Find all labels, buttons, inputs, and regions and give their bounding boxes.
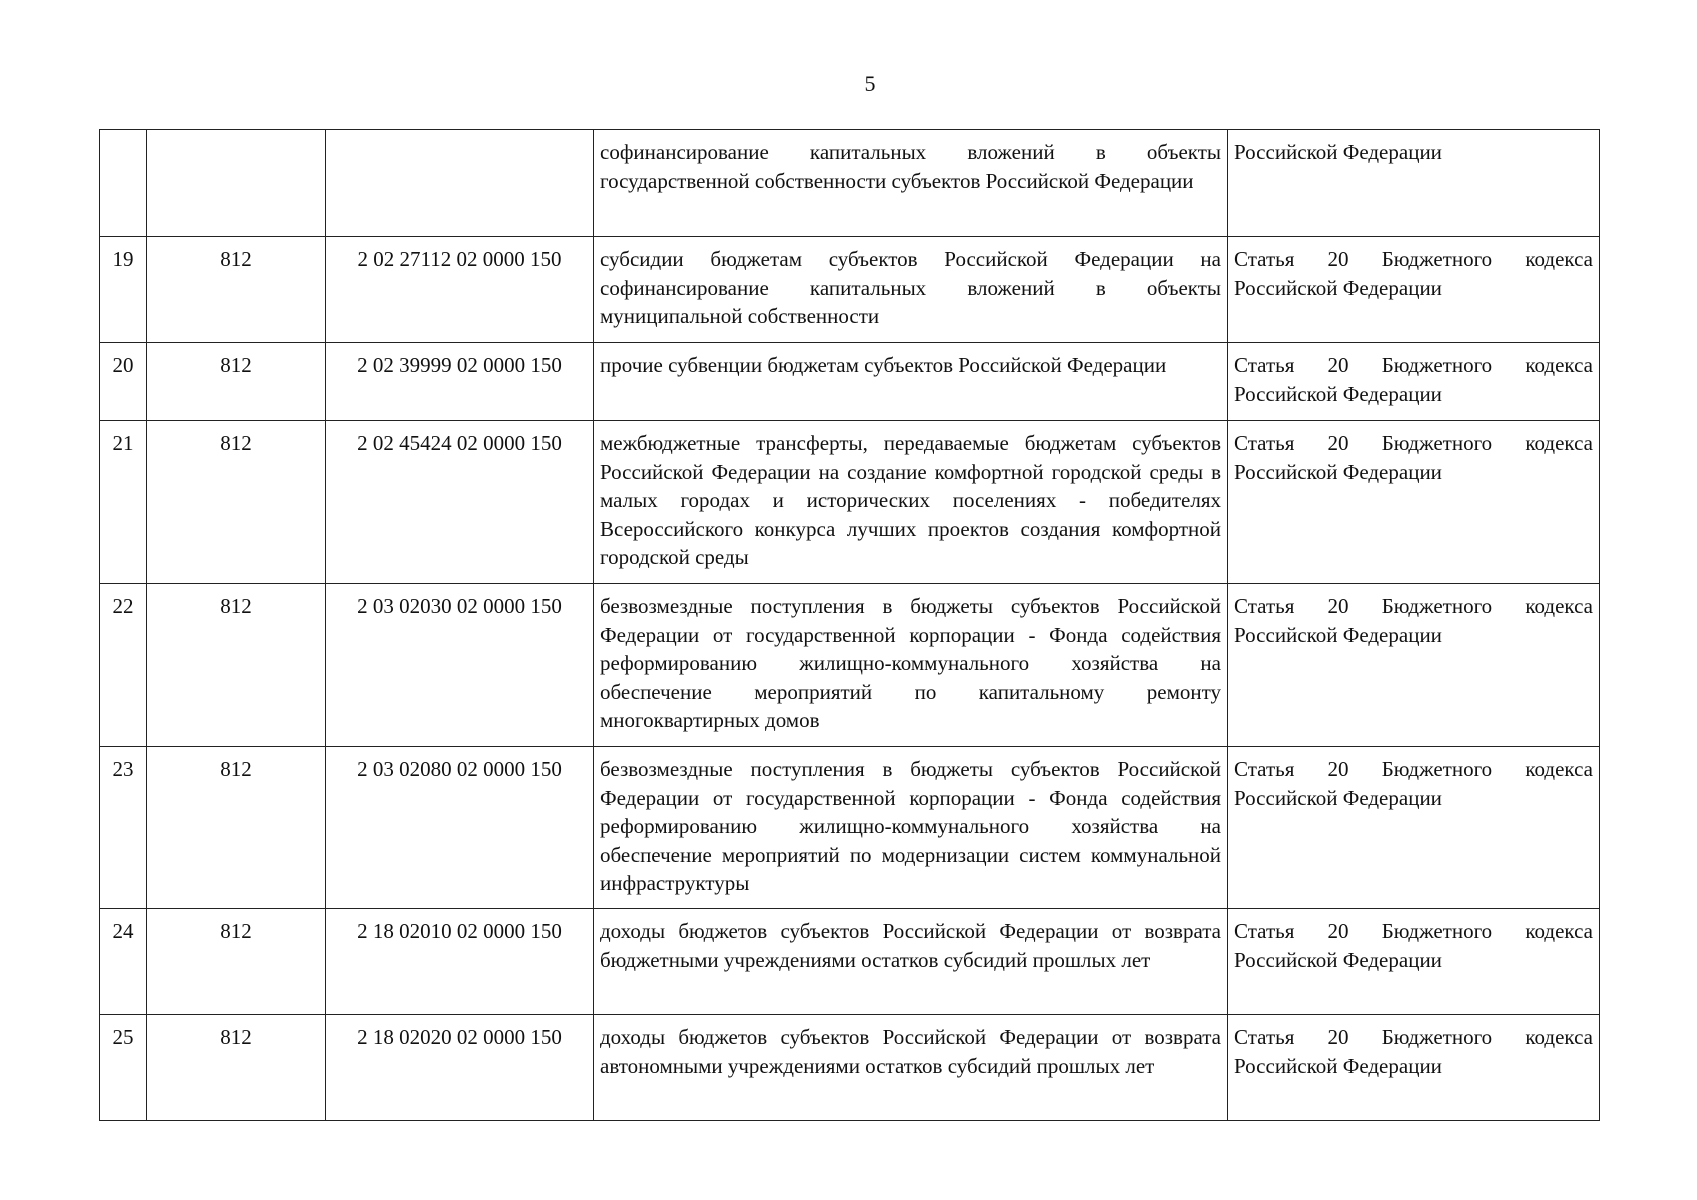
administrator-code-cell: 812	[147, 909, 326, 1015]
revenue-description-cell: безвозмездные поступления в бюджеты субъектов Российской Федерации от государственной корпорации - Фонда содействия реформированию жилищно-коммунального хозяйства на обеспечение мероприятий по капитальному ремонту многоквартирных домов	[594, 584, 1228, 747]
row-number-cell: 20	[100, 343, 147, 421]
revenue-description-cell: софинансирование капитальных вложений в объекты государственной собственности субъектов Российской Федерации	[594, 130, 1228, 237]
revenue-description-cell: доходы бюджетов субъектов Российской Федерации от возврата автономными учреждениями остатков субсидий прошлых лет	[594, 1015, 1228, 1121]
row-number-cell	[100, 130, 147, 237]
revenue-description-cell: прочие субвенции бюджетам субъектов Российской Федерации	[594, 343, 1228, 421]
revenue-code-cell: 2 18 02010 02 0000 150	[326, 909, 594, 1015]
legal-basis-cell: Статья 20 Бюджетного кодекса Российской Федерации	[1228, 1015, 1600, 1121]
administrator-code-cell: 812	[147, 237, 326, 343]
legal-basis-cell: Статья 20 Бюджетного кодекса Российской Федерации	[1228, 421, 1600, 584]
revenue-code-cell: 2 03 02080 02 0000 150	[326, 747, 594, 909]
revenue-codes-table	[99, 129, 1600, 1121]
administrator-code-cell: 812	[147, 343, 326, 421]
revenue-code-cell: 2 02 45424 02 0000 150	[326, 421, 594, 584]
administrator-code-cell: 812	[147, 747, 326, 909]
revenue-code-cell: 2 02 27112 02 0000 150	[326, 237, 594, 343]
revenue-code-cell: 2 02 39999 02 0000 150	[326, 343, 594, 421]
legal-basis-cell: Статья 20 Бюджетного кодекса Российской Федерации	[1228, 584, 1600, 747]
legal-basis-cell: Российской Федерации	[1228, 130, 1600, 237]
row-number-cell: 24	[100, 909, 147, 1015]
revenue-description-cell: доходы бюджетов субъектов Российской Федерации от возврата бюджетными учреждениями остатков субсидий прошлых лет	[594, 909, 1228, 1015]
table-row	[100, 584, 1600, 747]
table-row	[100, 237, 1600, 343]
table-row	[100, 909, 1600, 1015]
legal-basis-cell: Статья 20 Бюджетного кодекса Российской Федерации	[1228, 237, 1600, 343]
administrator-code-cell: 812	[147, 584, 326, 747]
revenue-code-cell	[326, 130, 594, 237]
legal-basis-cell: Статья 20 Бюджетного кодекса Российской Федерации	[1228, 343, 1600, 421]
table-row	[100, 130, 1600, 237]
row-number-cell: 25	[100, 1015, 147, 1121]
administrator-code-cell	[147, 130, 326, 237]
administrator-code-cell: 812	[147, 421, 326, 584]
revenue-description-cell: субсидии бюджетам субъектов Российской Федерации на софинансирование капитальных вложений в объекты муниципальной собственности	[594, 237, 1228, 343]
table-row	[100, 1015, 1600, 1121]
table-row	[100, 343, 1600, 421]
page-number: 5	[864, 71, 876, 96]
table-row	[100, 421, 1600, 584]
revenue-description-cell: межбюджетные трансферты, передаваемые бюджетам субъектов Российской Федерации на создание комфортной городской среды в малых городах и исторических поселениях - победителях Всероссийского конкурса лучших проектов создания комфортной городской среды	[594, 421, 1228, 584]
table-row	[100, 747, 1600, 909]
revenue-description-cell: безвозмездные поступления в бюджеты субъектов Российской Федерации от государственной корпорации - Фонда содействия реформированию жилищно-коммунального хозяйства на обеспечение мероприятий по модернизации систем коммунальной инфраструктуры	[594, 747, 1228, 909]
legal-basis-cell: Статья 20 Бюджетного кодекса Российской Федерации	[1228, 909, 1600, 1015]
revenue-code-cell: 2 18 02020 02 0000 150	[326, 1015, 594, 1121]
row-number-cell: 21	[100, 421, 147, 584]
row-number-cell: 23	[100, 747, 147, 909]
row-number-cell: 19	[100, 237, 147, 343]
revenue-code-cell: 2 03 02030 02 0000 150	[326, 584, 594, 747]
administrator-code-cell: 812	[147, 1015, 326, 1121]
row-number-cell: 22	[100, 584, 147, 747]
legal-basis-cell: Статья 20 Бюджетного кодекса Российской Федерации	[1228, 747, 1600, 909]
